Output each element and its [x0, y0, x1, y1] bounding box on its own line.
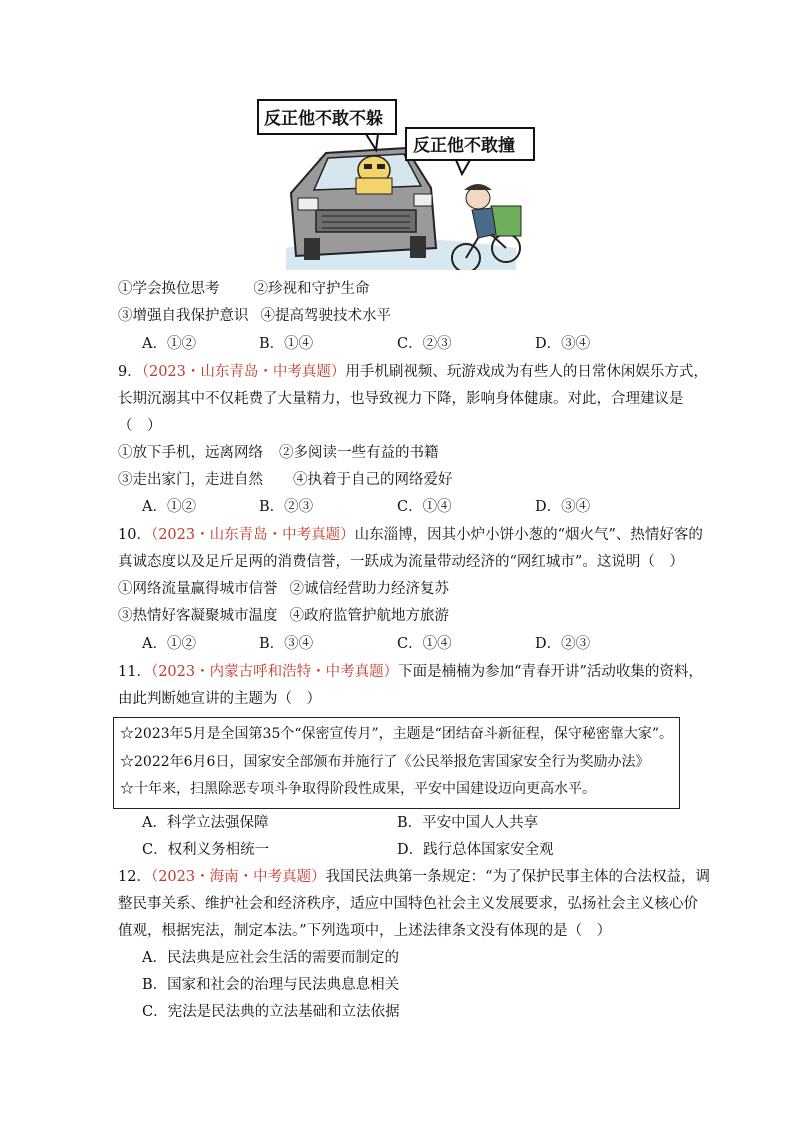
q12-stem-line-3: 值观，根据宪法，制定本法。”下列选项中，上述法律条文没有体现的是（ ） [118, 923, 612, 939]
q8-option-b[interactable]: B．①④ [259, 336, 314, 352]
q9-source: （2023・山东青岛・中考真题） [141, 364, 346, 380]
q11-material-3: ☆十年来，扫黑除恶专项斗争取得阶段性成果，平安中国建设迈向更高水平。 [120, 781, 596, 797]
q8-items-row-1 [118, 279, 370, 299]
q10-item-1: ①网络流量赢得城市信誉 [118, 581, 278, 597]
q10-items-row-1 [118, 579, 449, 599]
q9-stem-line-1 [118, 362, 708, 382]
q11-material-box [113, 717, 680, 809]
driver-figure [356, 156, 392, 194]
q11-option-a[interactable]: A．科学立法强保障 [142, 815, 269, 831]
q10-option-b[interactable]: B．③④ [259, 636, 314, 652]
q9-option-c[interactable]: C．①④ [397, 499, 452, 515]
q12-number: 12． [118, 869, 151, 885]
q8-option-c[interactable]: C．②③ [397, 336, 452, 352]
q11-stem-line-2: 由此判断她宣讲的主题为（ ） [118, 691, 321, 707]
q11-number: 11． [118, 664, 151, 680]
speech-cyclist-text: 反正他不敢撞 [413, 136, 515, 156]
q8-item-4: ④提高驾驶技术水平 [260, 308, 391, 324]
q10-items-row-2 [118, 606, 449, 626]
q8-option-d[interactable]: D．③④ [535, 336, 591, 352]
q11-option-c[interactable]: C．权利义务相统一 [142, 842, 270, 858]
q9-item-2: ②多阅读一些有益的书籍 [279, 445, 439, 461]
q10-source: （2023・山东青岛・中考真题） [150, 527, 355, 543]
q10-stem-line-2: 真诚态度以及足斤足两的消费信誉，一跃成为流量带动经济的“网红城市”。这说明（ ） [118, 554, 684, 570]
q10-item-4: ④政府监管护航地方旅游 [289, 608, 449, 624]
q12-option-b[interactable]: B．国家和社会的治理与民法典息息相关 [142, 977, 400, 993]
q9-item-3: ③走出家门，走进自然 [118, 472, 263, 488]
q12-stem-line-2: 整民事关系、维护社会和经济秩序，适应中国特色社会主义发展要求，弘扬社会主义核心价 [118, 896, 698, 912]
q8-item-3: ③增强自我保护意识 [118, 308, 249, 324]
q10-option-d[interactable]: D．②③ [535, 636, 591, 652]
q9-items-row-1 [118, 443, 439, 463]
q11-stem-1: 下面是楠楠为参加“青春开讲”活动收集的资料， [398, 664, 703, 680]
traffic-cartoon-illustration [256, 98, 536, 270]
q9-stem-1: 用手机刷视频、玩游戏成为有些人的日常休闲娱乐方式， [345, 364, 708, 380]
q8-items-row-2 [118, 306, 391, 326]
q11-source: （2023・内蒙古呼和浩特・中考真题） [150, 664, 399, 680]
q11-material-1: ☆2023年5月是全国第35个“保密宣传月”，主题是“团结奋斗新征程，保守秘密靠大家”。 [120, 726, 673, 742]
q11-material-2: ☆2022年6月6日，国家安全部颁布并施行了《公民举报危害国家安全行为奖励办法》 [120, 754, 650, 770]
q12-stem-line-1 [118, 867, 710, 887]
q9-number: 9． [118, 364, 142, 380]
q10-stem-1: 山东淄博，因其小炉小饼小葱的“烟火气”、热情好客的 [354, 527, 703, 543]
q12-source: （2023・海南・中考真题） [150, 869, 326, 885]
q8-item-2: ②珍视和守护生命 [253, 281, 370, 297]
q10-option-c[interactable]: C．①④ [397, 636, 452, 652]
q12-option-c[interactable]: C．宪法是民法典的立法基础和立法依据 [142, 1004, 400, 1020]
speech-driver-text: 反正他不敢不躲 [264, 109, 383, 129]
q10-item-2: ②诚信经营助力经济复苏 [289, 581, 449, 597]
q11-option-d[interactable]: D．践行总体国家安全观 [397, 842, 554, 858]
q11-stem-line-1 [118, 662, 703, 682]
q9-stem-line-2: 长期沉溺其中不仅耗费了大量精力，也导致视力下降，影响身体健康。对此，合理建议是 [118, 391, 684, 407]
q10-number: 10． [118, 527, 151, 543]
q11-option-b[interactable]: B．平安中国人人共享 [397, 815, 539, 831]
q9-option-d[interactable]: D．③④ [535, 499, 591, 515]
q10-option-a[interactable]: A．①② [142, 636, 196, 652]
q9-option-b[interactable]: B．②③ [259, 499, 314, 515]
q10-item-3: ③热情好客凝聚城市温度 [118, 608, 278, 624]
q9-items-row-2 [118, 470, 453, 490]
q9-item-1: ①放下手机，远离网络 [118, 445, 263, 461]
q9-option-a[interactable]: A．①② [142, 499, 196, 515]
q10-stem-line-1 [118, 525, 703, 545]
q8-item-1: ①学会换位思考 [118, 281, 220, 297]
q12-stem-1: 我国民法典第一条规定：“为了保护民事主体的合法权益，调 [325, 869, 711, 885]
q8-option-a[interactable]: A．①② [142, 336, 196, 352]
q12-option-a[interactable]: A．民法典是应社会生活的需要而制定的 [142, 950, 399, 966]
q9-stem-line-3: （ ） [118, 418, 162, 434]
q9-item-4: ④执着于自己的网络爱好 [293, 472, 453, 488]
